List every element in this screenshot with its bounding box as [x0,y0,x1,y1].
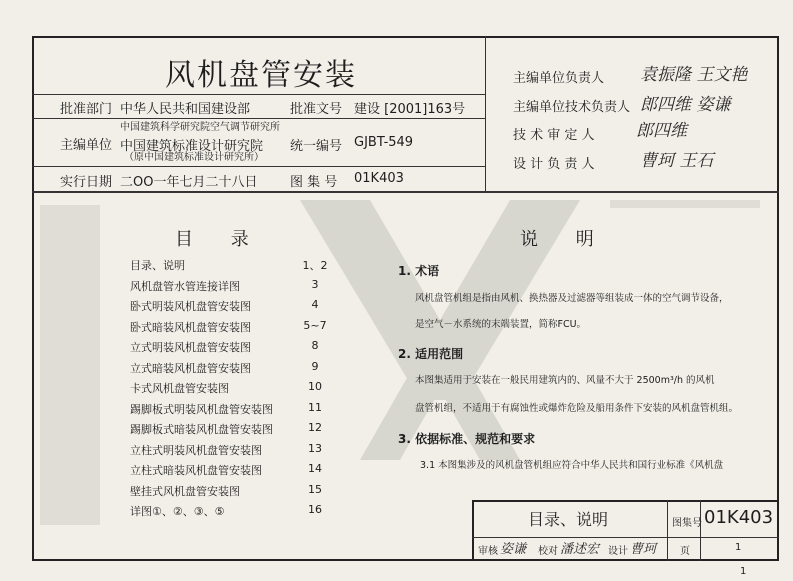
review-label: 审核 [478,546,498,557]
notes-section-1-line-1: 风机盘管机组是指由风机、换热器及过滤器等组装成一体的空气调节设备， [415,293,729,304]
toc-item-label: 风机盘管水管连接详图 [130,279,240,293]
toc-item-label: 卧式暗装风机盘管安装图 [130,320,251,334]
impl-date-value: 二OO一年七月二十八日 [120,175,258,190]
toc-item-page: 9 [311,359,319,373]
toc-item-label: 壁挂式风机盘管安装图 [130,484,240,498]
notes-section-2-heading: 2. 适用范围 [398,347,464,361]
toc-item-page: 5~7 [303,318,327,332]
toc-item-page: 3 [311,277,319,291]
notes-section-1-line-2: 是空气－水系统的末端装置，简称FCU。 [415,319,587,330]
notes-section-1-heading: 1. 术语 [398,264,440,278]
design-label: 设计 [608,546,628,557]
toc-item-page: 15 [308,482,322,496]
tech-reviewer-signature: 郎四维 [636,121,687,141]
toc-item-label: 立柱式明装风机盘管安装图 [130,443,262,457]
check-label: 校对 [538,546,558,557]
toc-item-page: 13 [308,441,322,455]
atlas-no-label: 图 集 号 [290,175,338,190]
review-signature: 姿谦 [500,542,527,557]
toc-item-page: 1、2 [302,259,328,272]
toc-item-page: 4 [311,298,319,311]
design-lead-signature: 曹珂 王石 [640,151,714,171]
toc-item-label: 卧式明装风机盘管安装图 [130,300,251,313]
title-block-atlas-value: 01K403 [704,507,774,528]
check-signature: 潘述宏 [560,542,600,557]
header-rule-1 [32,94,485,95]
page-title: 风机盘管安装 [165,58,357,93]
toc-item-page: 12 [308,421,322,434]
page-label: 页 [680,546,690,557]
toc-item-label: 踢脚板式暗装风机盘管安装图 [130,423,273,436]
toc-item-label: 立式暗装风机盘管安装图 [130,361,251,375]
toc-title: 目 录 [175,229,265,250]
notes-section-3-line-1: 3.1 本图集涉及的风机盘管机组应符合中华人民共和国行业标准《风机盘 [420,460,724,471]
notes-section-2-line-2: 盘管机组，不适用于有腐蚀性或爆炸危险及船用条件下安装的风机盘管机组。 [415,403,739,414]
toc-item-page: 10 [308,380,322,393]
notes-section-3-heading: 3. 依据标准、规范和要求 [398,432,536,446]
chief-unit-head-signature: 袁振隆 王文艳 [640,65,748,85]
title-block-divider-1 [667,500,668,561]
unified-no-value: GJBT-549 [354,135,414,150]
header-rule-3 [32,166,485,167]
approval-dept-value: 中华人民共和国建设部 [120,102,251,117]
toc-item-label: 卡式风机盘管安装图 [130,382,229,395]
toc-item-label: 立柱式暗装风机盘管安装图 [130,464,262,477]
chief-tech-head-signature: 郎四维 姿谦 [640,95,731,115]
chief-tech-head-label: 主编单位技术负责人 [513,100,631,115]
atlas-no-value: 01K403 [354,171,404,186]
title-block-atlas-label: 图集号 [672,518,702,529]
header-divider-horizontal [32,191,779,193]
toc-item-label: 详图①、②、③、⑤ [130,505,225,518]
toc-item-page: 11 [308,400,322,414]
toc-item-page: 8 [311,339,319,352]
toc-item-page: 14 [308,462,322,475]
toc-item-page: 16 [308,503,322,516]
bleed-through-drawing [40,205,100,525]
impl-date-label: 实行日期 [60,175,113,190]
editor-unit-label: 主编单位 [60,138,113,153]
notes-title: 说 明 [520,229,610,250]
design-signature: 曹珂 [630,542,657,557]
notes-section-2-line-1: 本图集适用于安装在一般民用建筑内的、风量不大于 2500m³/h 的风机 [415,375,715,386]
design-lead-label: 设 计 负 责 人 [513,157,595,172]
toc-item-label: 踢脚板式明装风机盘管安装图 [130,402,273,416]
approval-no-label: 批准文号 [290,102,343,117]
chief-unit-head-label: 主编单位负责人 [513,71,605,86]
corner-page-number: 1 [740,566,747,577]
page-value: 1 [735,542,742,553]
header-rule-2 [32,118,485,119]
editor-unit-line1: 中国建筑科学研究院空气调节研究所 [120,122,280,133]
tech-reviewer-label: 技 术 审 定 人 [513,128,595,143]
sheet-title: 目录、说明 [528,510,609,529]
bleed-through-line [610,200,760,208]
editor-unit-line2: 中国建筑标准设计研究院 [120,139,264,154]
title-block-divider-3 [700,537,701,561]
toc-item-label: 立式明装风机盘管安装图 [130,341,251,354]
approval-dept-label: 批准部门 [60,102,113,117]
unified-no-label: 统一编号 [290,139,343,154]
toc-item-label: 目录、说明 [130,259,185,272]
approval-no-value: 建设 [2001]163号 [354,102,466,117]
editor-unit-line3: （原中国建筑标准设计研究所） [124,152,264,163]
header-divider-vertical [485,36,486,191]
